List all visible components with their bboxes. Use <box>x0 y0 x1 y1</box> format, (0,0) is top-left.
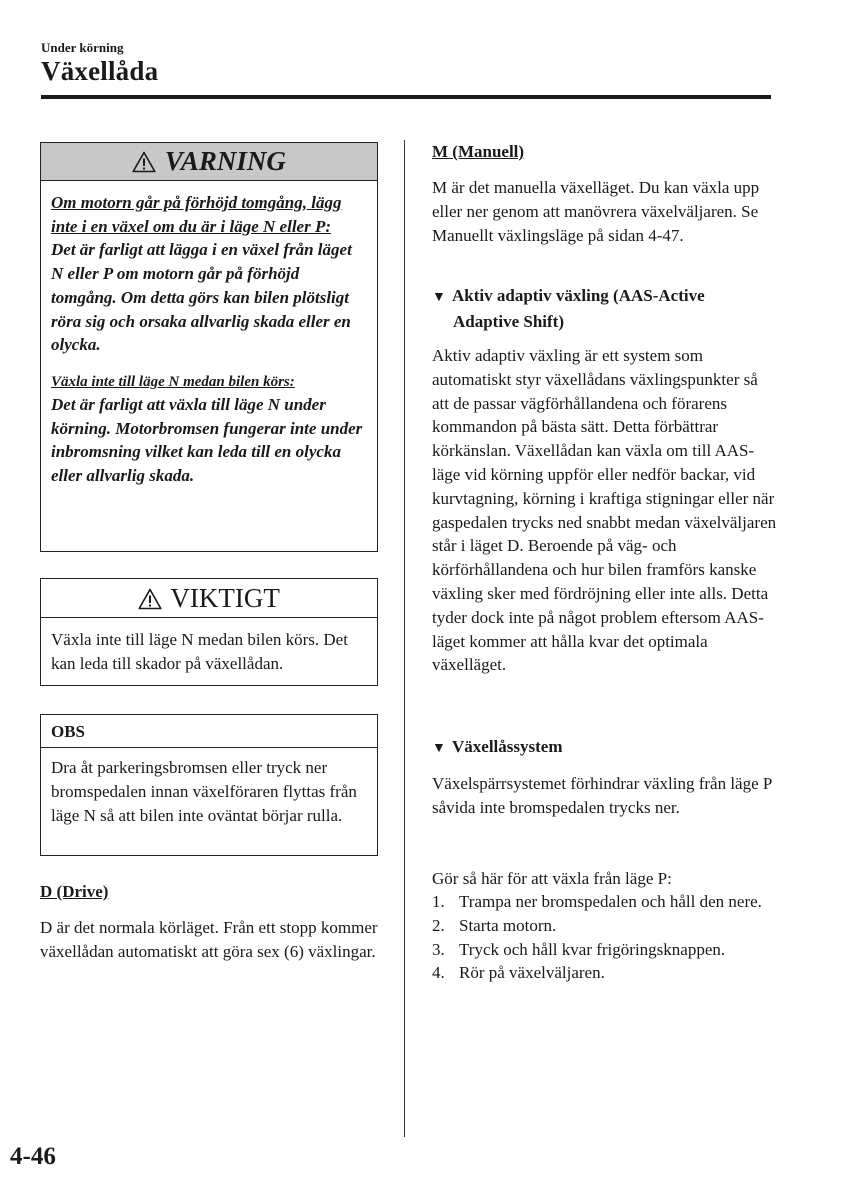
warning-heading-1: Om motorn går på förhöjd tomgång, lägg inte i en växel om du är i läge N eller P: <box>51 193 342 236</box>
aas-text: Aktiv adaptiv växling är ett system som automatiskt styr växellådans växlingspunkter så att de passar vägförhållandena och förarens kommandon på bästa sätt. Detta förbättrar körkänslan. Växellådan kan växla om till AAS-läge vid körning uppför eller nedför backar, vid kurvtagning, körning i kraftiga stigningar eller när gaspedalen trycks ned snabbt medan växelväljaren står i läget D. Beroende på väg- och körförhållandena och hur bilen framförs kanske växling sker med fördröjning eller inte alls. Detta tyder dock inte på något problem eftersom AAS-läget kommer att hålla kvar det optimala växelläget. <box>432 346 777 675</box>
list-item <box>432 914 777 938</box>
important-box <box>40 578 378 686</box>
important-text: Växla inte till läge N medan bilen körs. Det kan leda till skador på växellådan. <box>51 630 348 673</box>
important-label: VIKTIGT <box>170 583 280 613</box>
step-text: Tryck och håll kvar frigöringsknappen. <box>459 939 726 959</box>
page-number: 4-46 <box>10 1143 56 1170</box>
aas-heading <box>432 284 777 334</box>
list-item <box>432 961 777 985</box>
list-item <box>432 938 777 962</box>
warning-header <box>41 143 377 181</box>
warning-label: VARNING <box>164 146 286 176</box>
manual-text: M är det manuella växelläget. Du kan växla upp eller ner genom att manövrera växelväljaren. Se Manuellt växlingsläge på sidan 4-47. <box>432 178 760 245</box>
important-header <box>41 579 377 618</box>
lock-heading-label: Växellåssystem <box>452 737 563 756</box>
step-number: 3. <box>432 939 445 959</box>
step-list <box>432 890 777 985</box>
drive-text: D är det normala körläget. Från ett stopp kommer växellådan automatiskt att göra sex (6) växlingar. <box>40 918 378 961</box>
warning-body <box>41 181 377 488</box>
warning-text-2: Det är farligt att växla till läge N under körning. Motorbromsen fungerar inte under inbromsning vilket kan leda till en olycka eller allvarlig skada. <box>51 394 363 486</box>
note-text: Dra åt parkeringsbromsen eller tryck ner bromspedalen innan växelföraren flyttas från läge N så att bilen inte oväntat börjar rulla. <box>51 758 357 825</box>
step-text: Starta motorn. <box>459 915 557 935</box>
page-title: Växellåda <box>41 56 159 86</box>
warning-box <box>40 142 378 552</box>
aas-heading-line-1: Aktiv adaptiv växling (AAS-Active <box>452 286 705 305</box>
warning-text-1: Det är farligt att lägga i en växel från läget N eller P om motorn går på förhöjd tomgång. Om detta görs kan bilen plötsligt röra sig och orsaka allvarlig skada eller en olycka. <box>51 240 352 355</box>
step-text: Trampa ner bromspedalen och håll den nere. <box>459 892 762 911</box>
lock-intro: Gör så här för att växla från läge P: <box>432 869 672 888</box>
list-item <box>432 890 777 914</box>
warning-triangle-icon <box>132 146 165 176</box>
step-text: Rör på växelväljaren. <box>459 963 605 983</box>
step-number: 4. <box>432 963 445 983</box>
warning-heading-2: Växla inte till läge N medan bilen körs: <box>51 373 295 390</box>
drive-heading: D (Drive) <box>40 882 109 901</box>
column-divider <box>404 140 405 1137</box>
warning-triangle-icon <box>138 583 170 613</box>
manual-heading: M (Manuell) <box>432 142 525 161</box>
lock-heading <box>432 735 777 761</box>
note-box <box>40 714 378 856</box>
note-label: OBS <box>41 715 377 748</box>
header-rule <box>41 95 771 99</box>
lock-text: Växelspärrsystemet förhindrar växling från läge P såvida inte bromspedalen trycks ner. <box>432 774 772 817</box>
section-label: Under körning <box>41 40 124 55</box>
aas-heading-line-2: Adaptive Shift) <box>453 311 564 331</box>
triangle-down-icon: ▼ <box>432 741 446 756</box>
step-number: 1. <box>432 892 445 911</box>
step-number: 2. <box>432 915 445 935</box>
triangle-down-icon: ▼ <box>432 290 446 305</box>
